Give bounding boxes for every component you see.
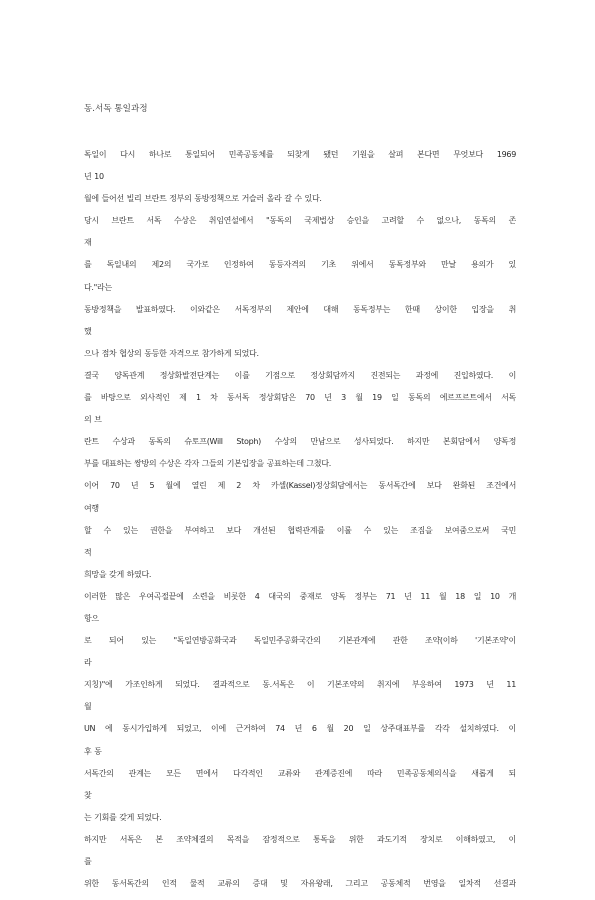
text-line: 월에 들어선 빌리 브란트 정부의 동방정책으로 거슬러 올라 갈 수 있다. <box>84 194 322 204</box>
text-line: 결국 양독관계 정상화발전단계는 이를 기점으로 정상회담까지 진전되는 과정에 진입하였다. 이 <box>84 370 516 380</box>
text-line: 할 수 있는 권한을 부여하고 보다 개선된 협력관계를 이룰 수 있는 조짐을 보여줌으로써 국민 <box>84 525 516 535</box>
text-line: 다."라는 <box>84 282 112 292</box>
text-line: 이러한 많은 우여곡절끝에 소련을 비롯한 4 대국의 중재로 양독 정부는 71 년 11 월 18 일 10 개 <box>84 591 516 601</box>
text-line: 재 <box>84 238 92 248</box>
text-line: 적 <box>84 547 92 557</box>
text-line: 희망을 갖게 하였다. <box>84 569 152 579</box>
text-line: 으나 점차 협상의 동등한 자격으로 참가하게 되었다. <box>84 348 259 358</box>
text-line: 했 <box>84 326 92 336</box>
text-line: 를 <box>84 857 92 866</box>
text-line: 란트 수상과 동독의 슈토프(Will Stoph) 수상의 만남으로 성사되었다. 하지만 본회담에서 양독정 <box>84 437 516 447</box>
text-line: 하지만 서독은 본 조약체결의 목적을 잠정적으로 통독을 위한 과도기적 장치로 이해하였고, 이 <box>84 834 516 844</box>
text-line: 부를 대표하는 쌍방의 수상은 각자 그들의 기본입장을 공표하는데 그쳤다. <box>84 459 332 469</box>
text-line: 를 독일내의 제2의 국가로 인정하여 동등자격의 기초 위에서 동독정부와 만날 용의가 있 <box>84 260 516 270</box>
document-title: 동.서독 통일과정 <box>84 104 148 114</box>
text-line: 독일이 다시 하나로 통일되어 민족공동체를 되찾게 됐던 기원을 살펴 본다면 무엇보다 1969 <box>84 150 516 159</box>
text-line: 라 <box>84 658 92 668</box>
text-line: 월 <box>84 702 92 712</box>
text-line: 후 동 <box>84 746 102 756</box>
text-line: UN 에 동시가입하게 되었고, 이에 근거하여 74 년 6 월 20 일 상주대표부를 각각 설치하였다. 이 <box>84 724 516 734</box>
text-line: 를 바탕으로 외사적인 제 1 차 동서독 정상회담은 70 년 3 월 19 일 동독의 에르프르트에서 서독 <box>84 393 516 403</box>
text-line: 동방정책을 발표하였다. 이와같은 서독정부의 제안에 대해 동독정부는 한때 상이한 입장을 취 <box>84 304 516 314</box>
text-line: 지칭)"에 가조인하게 되었다. 결과적으로 동.서독은 이 기본조약의 취지에 부응하여 1973 년 11 <box>84 680 516 690</box>
text-line: 서독간의 관계는 모든 면에서 다각적인 교류와 관계증진에 따라 민족공동체의식을 새롭게 되 <box>84 768 516 778</box>
text-line: 항으 <box>84 613 99 623</box>
text-line: 년 10 <box>84 172 104 182</box>
text-line: 의 브 <box>84 415 102 425</box>
text-line: 당시 브란트 서독 수상은 취임연설에서 "동독의 국제법상 승인을 고려할 수 없으나, 동독의 존 <box>84 216 516 226</box>
text-line: 로 되어 있는 "독일연방공화국과 독일민주공화국간의 기본관계에 관한 조약(이하 '기본조약'이 <box>84 636 516 646</box>
text-line: 여행 <box>84 503 99 513</box>
text-line: 는 기회를 갖게 되었다. <box>84 812 162 822</box>
text-line: 찾 <box>84 790 92 800</box>
text-line: 위한 동서독간의 인적 물적 교류의 증대 및 자유왕래, 그리고 공동체적 번영을 일차적 선결과 <box>84 879 516 889</box>
text-line: 이어 70 년 5 월에 열린 제 2 차 카셀(Kassel)정상회담에서는 동서독간에 보다 완화된 조건에서 <box>84 481 516 491</box>
document-body <box>84 149 516 900</box>
